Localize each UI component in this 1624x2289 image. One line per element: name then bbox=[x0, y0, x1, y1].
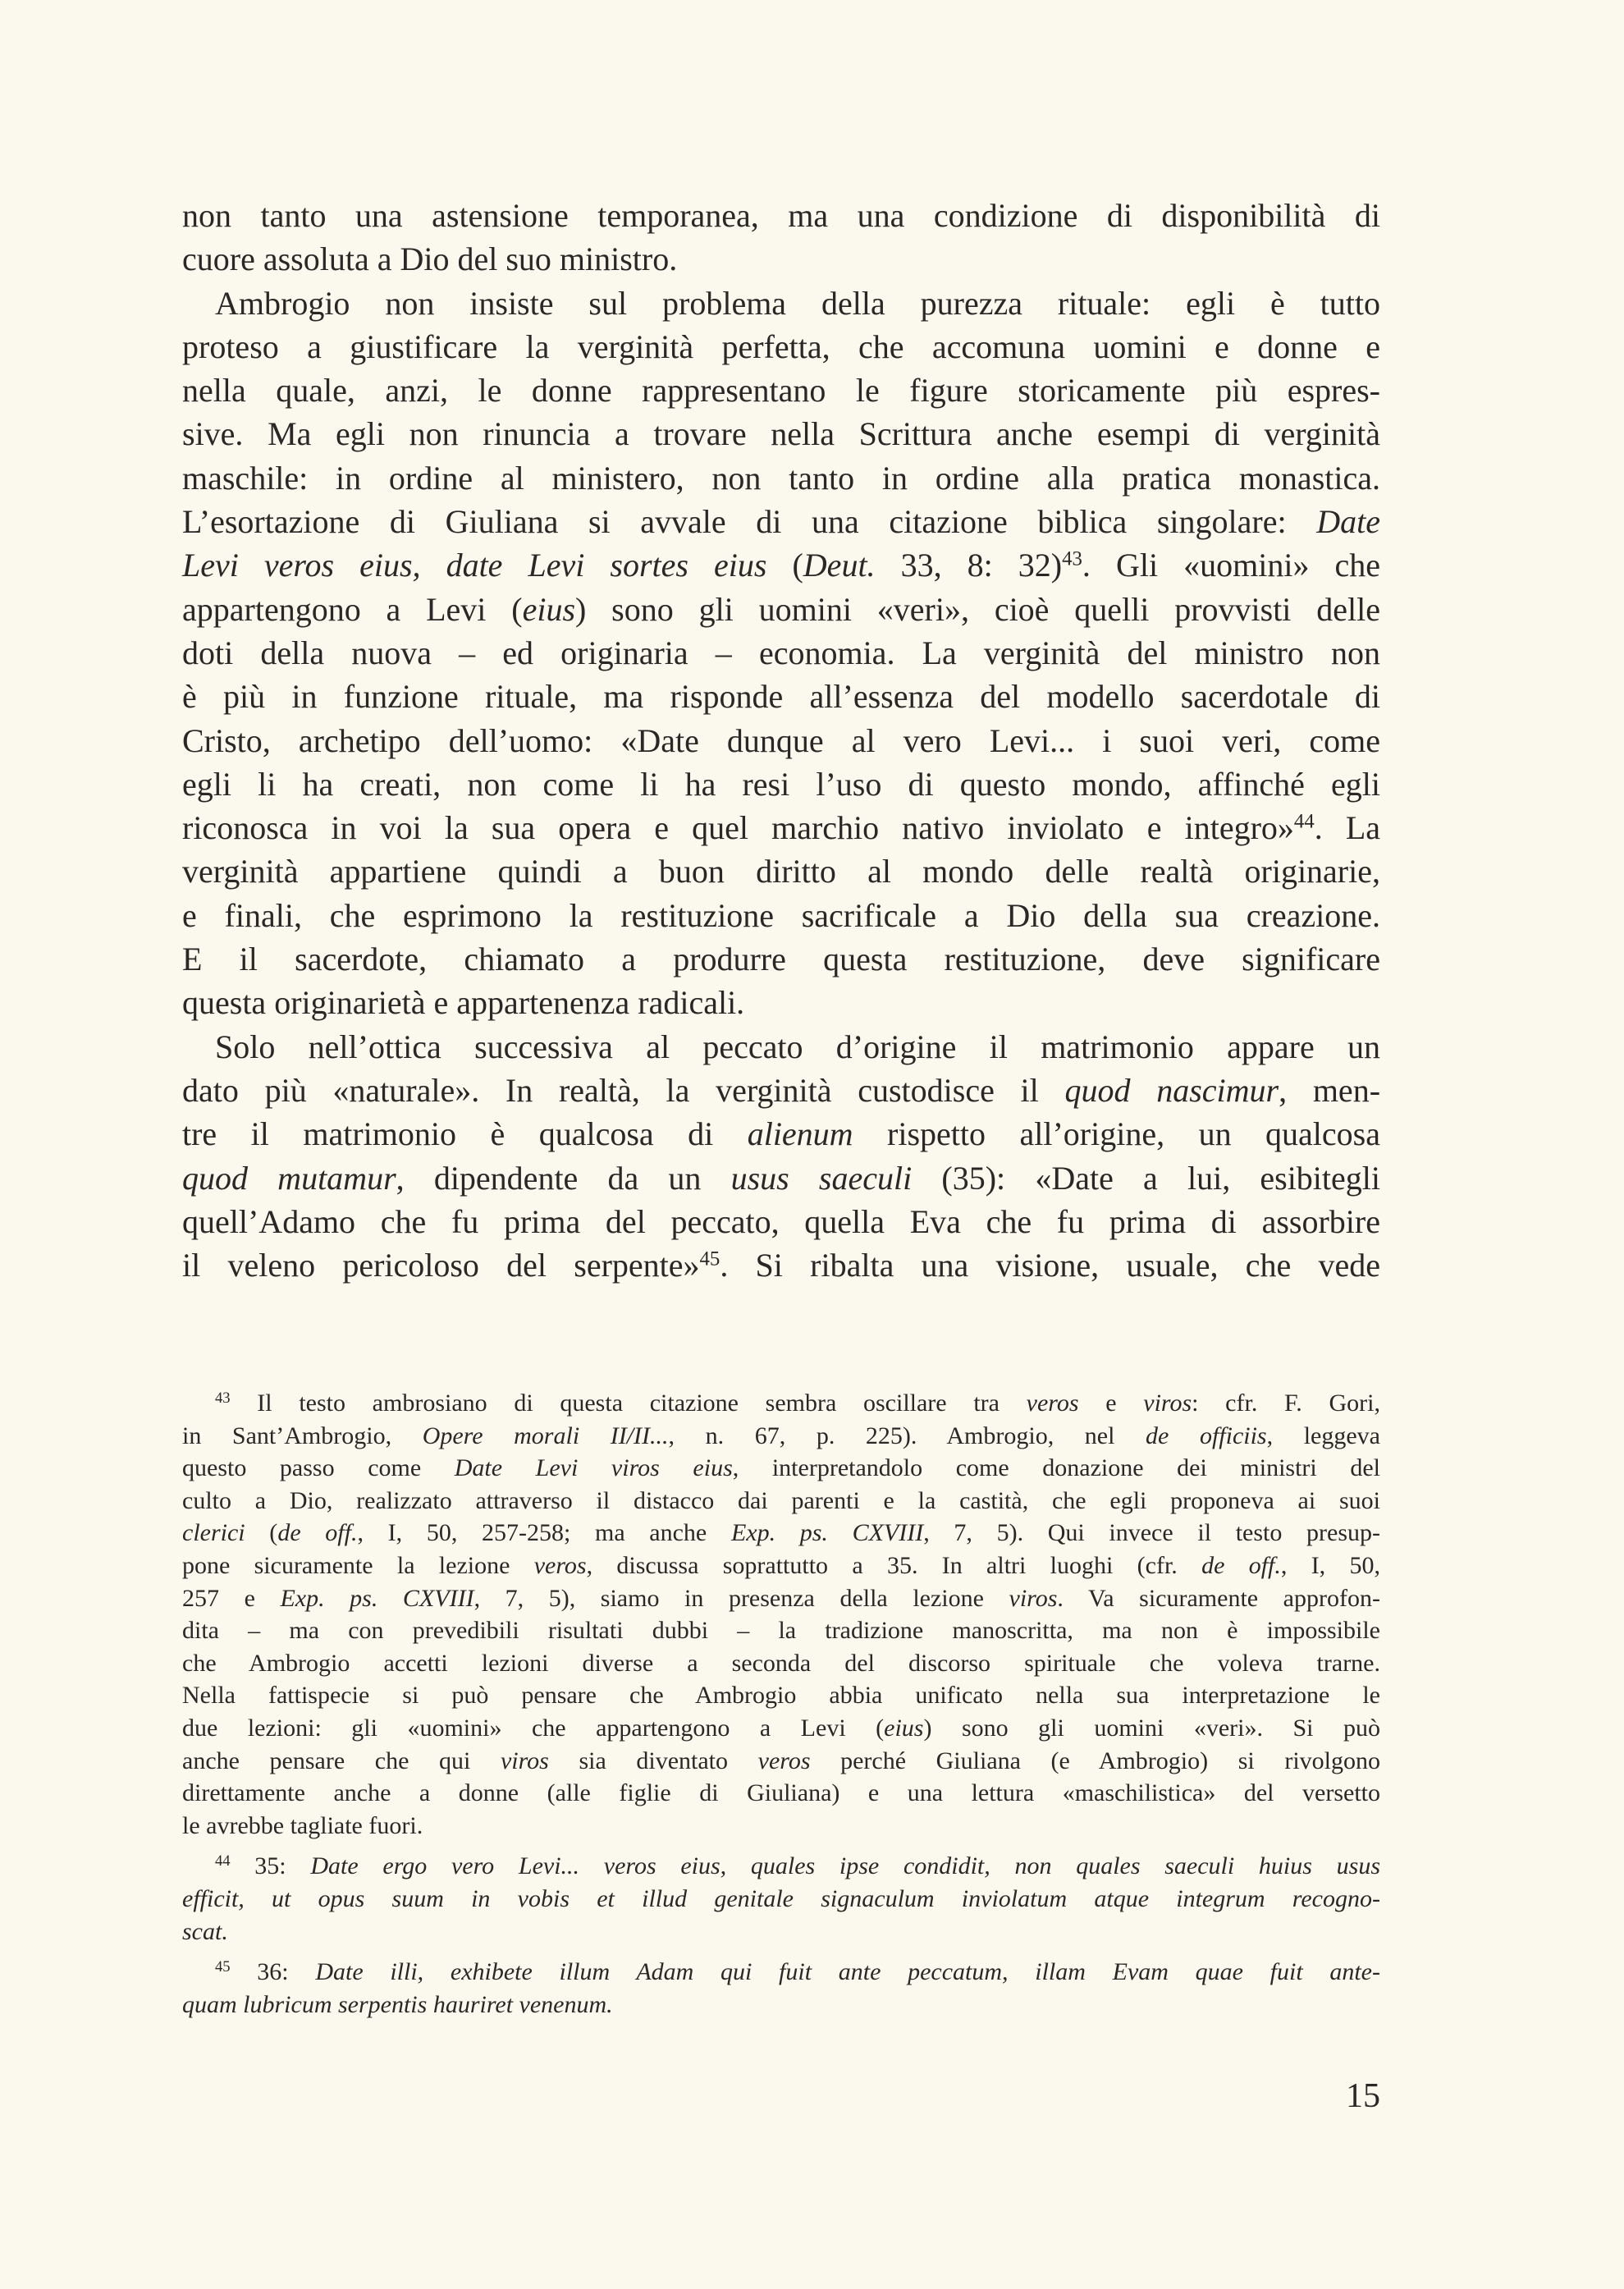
italic-text: de off. bbox=[277, 1519, 358, 1547]
footnote-line bbox=[182, 1387, 1380, 1420]
italic-text: eius bbox=[884, 1714, 924, 1742]
italic-text: veros bbox=[1026, 1389, 1079, 1417]
footnote-reference: 43 bbox=[1062, 547, 1082, 570]
footnote-line bbox=[182, 1452, 1380, 1485]
text-run: . La bbox=[1314, 809, 1381, 847]
text-line bbox=[182, 412, 1380, 456]
text-run: che Ambrogio accetti lezioni diverse a seconda del discorso spirituale che voleva trarne. bbox=[182, 1649, 1380, 1677]
text-run: , I, 50, 257-258; ma anche bbox=[357, 1519, 731, 1547]
text-run: E il sacerdote, chiamato a produrre questa restituzione, deve significare bbox=[182, 941, 1380, 978]
text-run: , discussa soprattutto a 35. In altri luoghi (cfr. bbox=[586, 1551, 1202, 1579]
text-run: , n. 67, p. 225). Ambrogio, nel bbox=[668, 1421, 1146, 1449]
text-run: 35: bbox=[230, 1852, 311, 1880]
text-run: non tanto una astensione temporanea, ma una condizione di disponibilità di bbox=[182, 197, 1380, 234]
text-run: Nella fattispecie si può pensare che Ambrogio abbia unificato nella sua interpretazione le bbox=[182, 1682, 1380, 1710]
text-run: due lezioni: gli «uomini» che appartengono a Levi ( bbox=[182, 1714, 885, 1742]
italic-text: Date illi, exhibete illum Adam qui fuit ante peccatum, illam Evam quae fuit ante- bbox=[315, 1958, 1380, 1986]
text-run: riconosca in voi la sua opera e quel marchio nativo inviolato e integro» bbox=[182, 809, 1294, 847]
text-run: (35): «Date a lui, esibitegli bbox=[912, 1159, 1381, 1197]
italic-text: viros bbox=[500, 1747, 549, 1774]
text-run: , 7, 5). Qui invece il testo presup- bbox=[923, 1519, 1381, 1547]
text-line bbox=[182, 762, 1380, 806]
text-line bbox=[182, 894, 1380, 937]
italic-text: veros bbox=[757, 1747, 811, 1774]
text-line bbox=[182, 675, 1380, 718]
text-run: , interpretandolo come donazione dei ministri del bbox=[732, 1454, 1380, 1482]
text-run: Solo nell’ottica successiva al peccato d’origine il matrimonio appare un bbox=[215, 1028, 1380, 1065]
text-line bbox=[182, 369, 1380, 412]
text-run: questo passo come bbox=[182, 1454, 455, 1482]
text-line bbox=[182, 1069, 1380, 1112]
text-run: questa originarietà e appartenenza radicali. bbox=[182, 984, 745, 1022]
body-text bbox=[182, 194, 1380, 1287]
text-line bbox=[182, 1025, 1380, 1069]
text-run: ) sono gli uomini «veri». Si può bbox=[923, 1714, 1380, 1742]
footnote-line bbox=[182, 1745, 1380, 1778]
footnote-line bbox=[182, 1582, 1380, 1615]
text-line bbox=[182, 500, 1380, 543]
text-run: e finali, che esprimono la restituzione sacrificale a Dio della sua creazione. bbox=[182, 896, 1380, 934]
text-line bbox=[182, 282, 1380, 325]
footnote-reference: 45 bbox=[215, 1957, 231, 1975]
text-run: , men- bbox=[1279, 1071, 1381, 1109]
text-run: Ambrogio non insiste sul problema della purezza rituale: egli è tutto bbox=[215, 284, 1380, 322]
footnote-line bbox=[182, 1679, 1380, 1712]
footnote-line bbox=[182, 1647, 1380, 1680]
italic-text: veros bbox=[533, 1551, 587, 1579]
text-run: le avrebbe tagliate fuori. bbox=[182, 1811, 423, 1839]
footnote-line bbox=[182, 1956, 1380, 1989]
text-run: . Gli «uomini» che bbox=[1082, 547, 1380, 584]
text-line bbox=[182, 237, 1380, 281]
text-run: appartengono a Levi ( bbox=[182, 590, 523, 628]
text-run: sia diventato bbox=[548, 1747, 758, 1774]
text-run: tre il matrimonio è qualcosa di bbox=[182, 1115, 748, 1153]
footnote-line bbox=[182, 1989, 1380, 2021]
italic-text: alienum bbox=[747, 1115, 853, 1153]
text-run: perché Giuliana (e Ambrogio) si rivolgono bbox=[810, 1747, 1381, 1774]
text-run: Il testo ambrosiano di questa citazione sembra oscillare tra bbox=[230, 1389, 1027, 1417]
italic-text: Levi veros eius, date Levi sortes eius bbox=[182, 547, 767, 584]
text-run: sive. Ma egli non rinuncia a trovare nella Scrittura anche esempi di verginità bbox=[182, 415, 1380, 453]
text-line bbox=[182, 981, 1380, 1024]
text-run: , leggeva bbox=[1266, 1421, 1380, 1449]
text-run: ( bbox=[245, 1519, 278, 1547]
text-run: in Sant’Ambrogio, bbox=[182, 1421, 423, 1449]
footnote-reference: 44 bbox=[1293, 810, 1315, 833]
italic-text: Date Levi viros eius bbox=[454, 1454, 733, 1482]
text-line bbox=[182, 456, 1380, 500]
footnote-43 bbox=[182, 1387, 1380, 1842]
text-run: , 7, 5), siamo in presenza della lezione bbox=[473, 1584, 1009, 1612]
italic-text: de off. bbox=[1201, 1551, 1281, 1579]
footnote-reference: 44 bbox=[215, 1852, 231, 1870]
footnote-line bbox=[182, 1420, 1380, 1453]
italic-text: de officiis bbox=[1146, 1421, 1267, 1449]
text-run: 257 e bbox=[182, 1584, 281, 1612]
italic-text: clerici bbox=[182, 1519, 245, 1547]
italic-text: quam lubricum serpentis hauriret venenum. bbox=[182, 1990, 613, 2018]
text-run: nella quale, anzi, le donne rappresentano le figure storicamente più espres- bbox=[182, 372, 1380, 410]
text-run: ( bbox=[766, 547, 803, 584]
text-line bbox=[182, 543, 1380, 587]
text-run: , dipendente da un bbox=[396, 1159, 731, 1197]
footnote-44 bbox=[182, 1850, 1380, 1948]
text-line bbox=[182, 806, 1380, 849]
text-run: , I, 50, bbox=[1280, 1551, 1380, 1579]
italic-text: viros bbox=[1009, 1584, 1058, 1612]
text-run: anche pensare che qui bbox=[182, 1747, 501, 1774]
text-run: pone sicuramente la lezione bbox=[182, 1551, 534, 1579]
text-line bbox=[182, 1200, 1380, 1243]
text-line bbox=[182, 719, 1380, 762]
footnote-line bbox=[182, 1883, 1380, 1916]
text-run: Cristo, archetipo dell’uomo: «Date dunque al vero Levi... i suoi veri, come bbox=[182, 721, 1380, 759]
text-line bbox=[182, 194, 1380, 237]
footnote-line bbox=[182, 1916, 1380, 1948]
text-run: proteso a giustificare la verginità perfetta, che accomuna uomini e donne e bbox=[182, 327, 1380, 365]
text-run: dato più «naturale». In realtà, la verginità custodisce il bbox=[182, 1071, 1065, 1109]
text-run: 33, 8: 32) bbox=[875, 547, 1063, 584]
italic-text: usus saeculi bbox=[730, 1159, 913, 1197]
footnotes bbox=[182, 1387, 1380, 2029]
text-run: . Si ribalta una visione, usuale, che vede bbox=[720, 1247, 1380, 1284]
page-number: 15 bbox=[1346, 2077, 1380, 2115]
footnote-line bbox=[182, 1485, 1380, 1518]
italic-text: Date ergo vero Levi... veros eius, quales ipse condidit, non quales saeculi huius usus bbox=[310, 1852, 1380, 1880]
italic-text: viros bbox=[1143, 1389, 1192, 1417]
text-run: direttamente anche a donne (alle figlie di Giuliana) e una lettura «maschilistica» del versetto bbox=[182, 1779, 1380, 1807]
text-run: dita – ma con prevedibili risultati dubbi – la tradizione manoscritta, ma non è impossibile bbox=[182, 1617, 1380, 1645]
footnote-line bbox=[182, 1712, 1380, 1745]
italic-text: eius bbox=[522, 590, 576, 628]
italic-text: Opere morali II/II... bbox=[422, 1421, 669, 1449]
text-line bbox=[182, 1243, 1380, 1287]
italic-text: Exp. ps. CXVIII bbox=[730, 1519, 924, 1547]
text-run: . Va sicuramente approfon- bbox=[1057, 1584, 1380, 1612]
text-run: verginità appartiene quindi a buon diritto al mondo delle realtà originarie, bbox=[182, 853, 1380, 890]
italic-text: quod nascimur bbox=[1064, 1071, 1279, 1109]
footnote-line bbox=[182, 1614, 1380, 1647]
text-run: cuore assoluta a Dio del suo ministro. bbox=[182, 240, 678, 278]
text-run: egli li ha creati, non come li ha resi l’uso di questo mondo, affinché egli bbox=[182, 765, 1380, 803]
text-line bbox=[182, 631, 1380, 675]
footnote-line bbox=[182, 1777, 1380, 1810]
text-line bbox=[182, 588, 1380, 631]
text-line bbox=[182, 849, 1380, 893]
footnote-reference: 45 bbox=[699, 1248, 721, 1270]
italic-text: Exp. ps. CXVIII bbox=[280, 1584, 474, 1612]
text-line bbox=[182, 937, 1380, 981]
italic-text: Date bbox=[1316, 503, 1380, 541]
text-run: rispetto all’origine, un qualcosa bbox=[853, 1115, 1380, 1153]
text-run: 36: bbox=[230, 1958, 316, 1986]
text-run: maschile: in ordine al ministero, non tanto in ordine alla pratica monastica. bbox=[182, 459, 1380, 497]
text-line bbox=[182, 1156, 1380, 1200]
text-line bbox=[182, 1112, 1380, 1156]
italic-text: efficit, ut opus suum in vobis et illud genitale signaculum inviolatum atque integrum recogno- bbox=[182, 1884, 1380, 1912]
footnote-line bbox=[182, 1517, 1380, 1550]
footnote-line bbox=[182, 1810, 1380, 1843]
text-run: L’esortazione di Giuliana si avvale di una citazione biblica singolare: bbox=[182, 503, 1317, 541]
text-run: culto a Dio, realizzato attraverso il distacco dai parenti e la castità, che egli proponeva ai suoi bbox=[182, 1486, 1380, 1514]
footnote-45 bbox=[182, 1956, 1380, 2021]
text-run: ) sono gli uomini «veri», cioè quelli provvisti delle bbox=[575, 590, 1380, 628]
footnote-line bbox=[182, 1850, 1380, 1883]
italic-text: scat. bbox=[182, 1917, 228, 1945]
footnote-line bbox=[182, 1550, 1380, 1582]
text-run: : cfr. F. Gori, bbox=[1192, 1389, 1380, 1417]
text-run: il veleno pericoloso del serpente» bbox=[182, 1247, 700, 1284]
text-line bbox=[182, 325, 1380, 369]
text-run: e bbox=[1078, 1389, 1144, 1417]
footnote-reference: 43 bbox=[215, 1389, 231, 1407]
text-run: doti della nuova – ed originaria – economia. La verginità del ministro non bbox=[182, 634, 1380, 671]
italic-text: quod mutamur bbox=[182, 1159, 396, 1197]
text-run: è più in funzione rituale, ma risponde all’essenza del modello sacerdotale di bbox=[182, 678, 1380, 716]
italic-text: Deut. bbox=[803, 547, 876, 584]
text-run: quell’Adamo che fu prima del peccato, quella Eva che fu prima di assorbire bbox=[182, 1202, 1380, 1240]
